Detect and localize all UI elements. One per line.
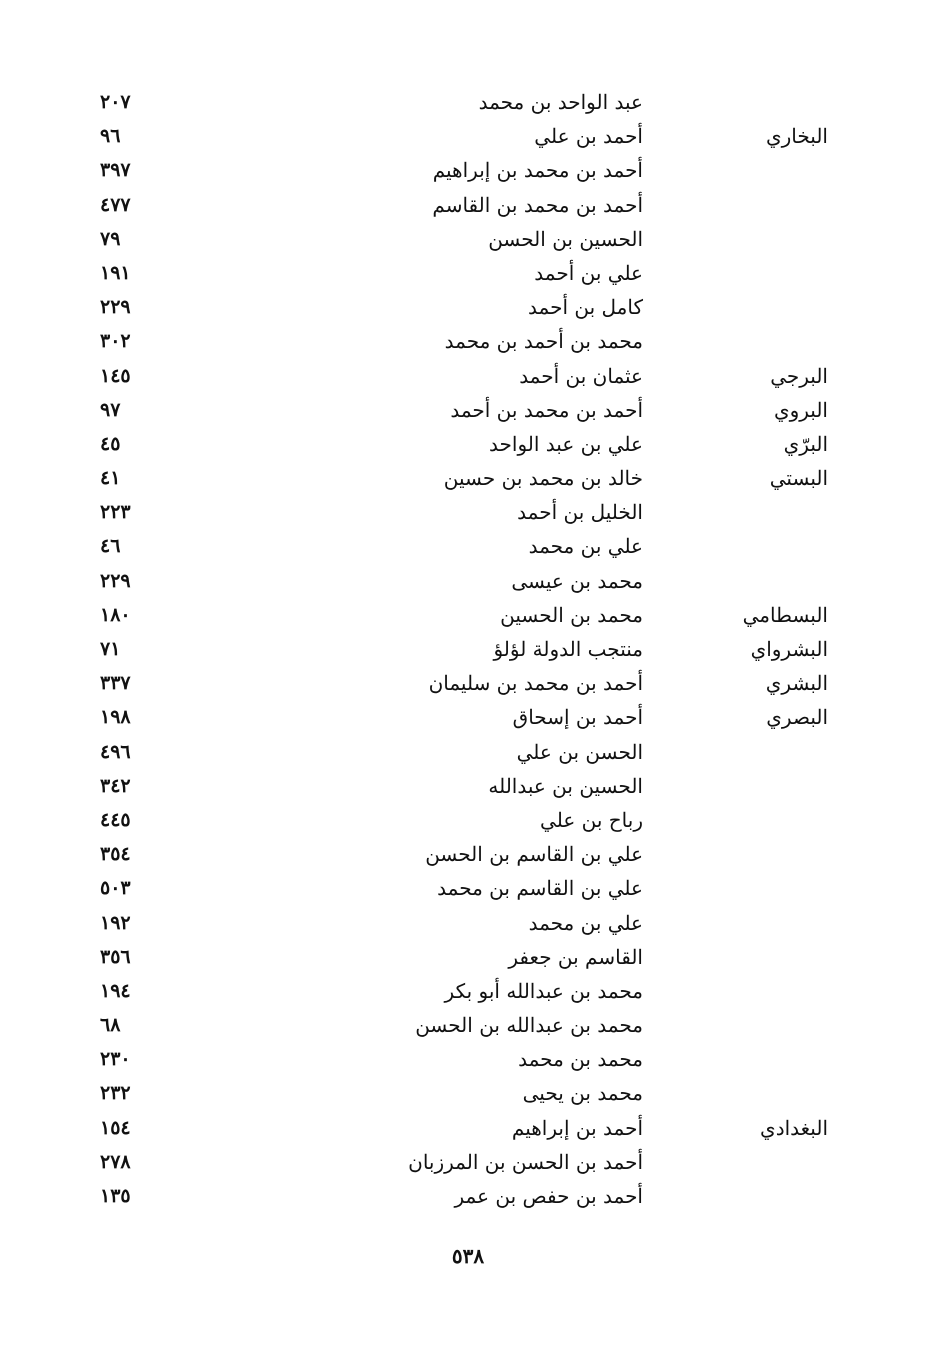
entry-page-number: ٤١ [100,467,121,490]
entry-nisba [698,1008,828,1042]
index-entry [0,803,936,837]
index-entry [0,324,936,358]
index-entry [0,495,936,529]
page-number: ٥٣٨ [451,1244,485,1268]
entry-nisba [698,974,828,1008]
entry-name: أحمد بن محمد بن إبراهيم [432,158,643,183]
entry-nisba: البشرواي [750,637,828,661]
entry-name: أحمد بن محمد بن القاسم [432,192,643,217]
entry-page-number: ٣٠٢ [100,330,131,353]
entry-nisba: البستي [769,466,828,491]
entry-name: عثمان بن أحمد [519,363,643,388]
entry-name: أحمد بن الحسن بن المرزبان [408,1149,643,1174]
entry-name: محمد بن أحمد بن محمد [444,329,643,354]
entry-name: محمد بن عبدالله أبو بكر [444,978,643,1003]
entry-name: رباح بن علي [540,807,643,832]
entry-page-number: ٧١ [100,638,121,660]
index-entry [0,564,936,598]
index-entry [0,153,936,187]
entry-nisba [698,769,828,803]
index-entry [0,359,936,393]
entry-name: أحمد بن حفص بن عمر [454,1184,643,1208]
entry-page-number: ٩٧ [100,398,121,421]
entry-page-number: ٤٩٦ [100,740,131,763]
entry-nisba [698,222,828,256]
entry-name: علي بن القاسم بن الحسن [425,842,643,867]
index-entry [0,632,936,666]
index-list [0,85,936,1213]
index-entry [0,598,936,632]
entry-nisba [698,871,828,905]
entry-name: أحمد بن محمد بن سليمان [428,671,643,696]
entry-page-number: ٦٨ [100,1014,121,1037]
entry-page-number: ٢٠٧ [100,91,131,113]
entry-page-number: ٤٥ [100,432,121,455]
entry-nisba: البروي [773,397,828,422]
index-entry [0,85,936,119]
index-entry [0,769,936,803]
entry-name: أحمد بن علي [534,124,643,149]
entry-nisba [698,290,828,324]
entry-nisba [698,837,828,871]
entry-name: علي بن عبد الواحد [489,431,643,456]
entry-page-number: ٢٣٢ [100,1082,131,1105]
entry-nisba: البخاري [765,124,828,149]
entry-name: الحسن بن علي [516,739,643,764]
entry-name: علي بن محمد [528,534,643,559]
entry-page-number: ٣٣٧ [100,672,131,695]
entry-page-number: ٢٢٣ [100,501,131,524]
entry-name: محمد بن عبدالله بن الحسن [415,1013,643,1038]
index-entry [0,1042,936,1076]
index-entry [0,1145,936,1179]
entry-page-number: ٧٩ [100,227,121,250]
entry-nisba: البصري [766,705,828,730]
entry-name: علي بن القاسم بن محمد [437,876,643,901]
entry-page-number: ١٣٥ [100,1185,131,1207]
entry-name: محمد بن يحيى [522,1081,643,1106]
entry-name: أحمد بن محمد بن أحمد [450,397,643,422]
index-entry [0,393,936,427]
index-entry [0,256,936,290]
entry-page-number: ٢٢٩ [100,569,131,592]
entry-page-number: ٩٦ [100,125,121,148]
entry-name: خالد بن محمد بن حسين [443,466,643,491]
index-entry [0,1076,936,1110]
index-entry [0,290,936,324]
index-entry [0,666,936,700]
entry-name: منتجب الدولة لؤلؤ [493,637,643,661]
index-entry [0,700,936,734]
entry-name: القاسم بن جعفر [508,944,643,969]
entry-name: علي بن محمد [528,910,643,935]
entry-nisba [698,153,828,187]
entry-page-number: ٣٥٤ [100,843,131,866]
entry-page-number: ٢٢٩ [100,296,131,319]
index-entry [0,940,936,974]
index-entry [0,1179,936,1213]
entry-name: الحسين بن الحسن [488,226,643,251]
entry-nisba [698,940,828,974]
entry-name: محمد بن الحسين [500,602,643,627]
entry-page-number: ١٩٨ [100,706,131,729]
entry-nisba [698,1179,828,1213]
index-entry [0,974,936,1008]
index-entry [0,188,936,222]
entry-page-number: ١٩٤ [100,979,131,1002]
entry-page-number: ٤٦ [100,535,121,558]
entry-page-number: ١٩١ [100,261,131,284]
entry-page-number: ٣٩٧ [100,159,131,182]
entry-name: محمد بن عيسى [511,568,643,593]
index-entry [0,906,936,940]
entry-name: الحسين بن عبدالله [488,773,643,798]
entry-page-number: ١٨٠ [100,603,131,626]
entry-name: عبد الواحد بن محمد [478,90,643,114]
entry-nisba [698,803,828,837]
entry-page-number: ٣٥٦ [100,945,131,968]
entry-nisba [698,529,828,563]
index-entry [0,1111,936,1145]
index-entry [0,871,936,905]
index-entry [0,529,936,563]
entry-nisba: البرّي [783,431,828,456]
entry-nisba [698,324,828,358]
entry-name: الخليل بن أحمد [517,500,643,525]
entry-nisba [698,256,828,290]
entry-page-number: ١٤٥ [100,364,131,387]
entry-page-number: ٤٧٧ [100,193,131,216]
entry-nisba [698,188,828,222]
entry-nisba [698,85,828,119]
entry-nisba: البرجي [770,363,828,388]
entry-nisba [698,495,828,529]
entry-nisba [698,1076,828,1110]
entry-name: كامل بن أحمد [528,295,643,320]
entry-page-number: ١٥٤ [100,1116,131,1139]
index-entry [0,461,936,495]
entry-page-number: ٢٣٠ [100,1048,131,1071]
entry-name: علي بن أحمد [534,260,643,285]
entry-nisba: البسطامي [742,602,828,627]
entry-nisba [698,1042,828,1076]
entry-name: محمد بن محمد [518,1047,643,1072]
entry-page-number: ٢٧٨ [100,1150,131,1173]
entry-nisba: البشري [765,671,828,696]
index-entry [0,735,936,769]
index-entry [0,119,936,153]
entry-name: أحمد بن إبراهيم [511,1115,643,1140]
entry-nisba [698,1145,828,1179]
index-entry [0,837,936,871]
entry-page-number: ١٩٢ [100,911,131,934]
entry-nisba: البغدادي [760,1115,828,1140]
index-entry [0,427,936,461]
entry-nisba [698,735,828,769]
entry-page-number: ٣٤٢ [100,774,131,797]
entry-page-number: ٤٤٥ [100,808,131,831]
entry-name: أحمد بن إسحاق [512,705,643,730]
entry-nisba [698,906,828,940]
index-entry [0,222,936,256]
index-entry [0,1008,936,1042]
entry-page-number: ٥٠٣ [100,877,131,900]
entry-nisba [698,564,828,598]
